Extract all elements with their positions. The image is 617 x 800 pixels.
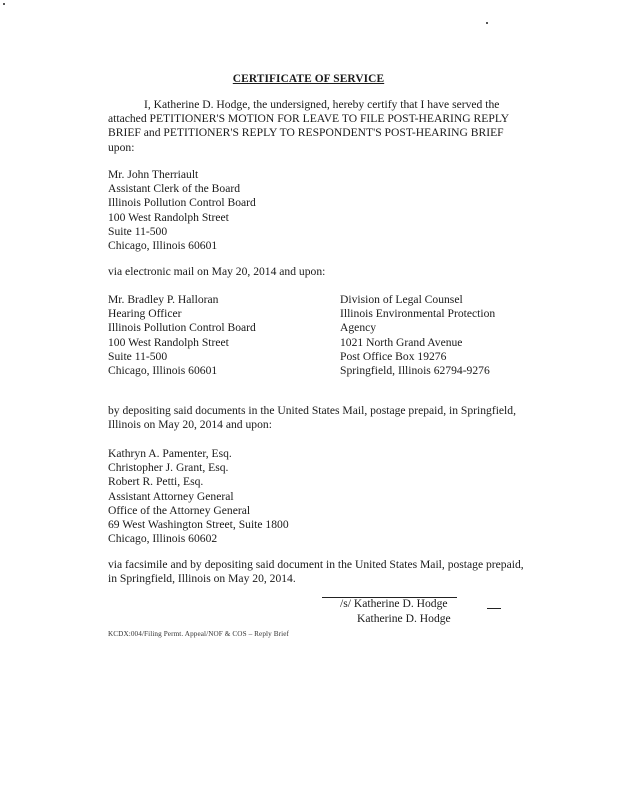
signer-name: Katherine D. Hodge	[357, 612, 451, 625]
delivery-line: Illinois on May 20, 2014 and upon:	[108, 418, 272, 432]
address-line: Hearing Officer	[108, 307, 182, 321]
scan-speck	[3, 3, 5, 5]
address-line: 69 West Washington Street, Suite 1800	[108, 518, 289, 532]
delivery-method-fax	[108, 558, 524, 586]
address-line: Chicago, Illinois 60601	[108, 364, 218, 378]
address-line: Office of the Attorney General	[108, 503, 251, 517]
address-line: Illinois Environmental Protection	[340, 307, 496, 321]
delivery-method-mail	[108, 404, 516, 432]
intro-line: BRIEF and PETITIONER'S REPLY TO RESPONDENT'S POST-HEARING BRIEF	[108, 126, 504, 140]
address-line: 100 West Randolph Street	[108, 335, 229, 349]
page-title: CERTIFICATE OF SERVICE	[232, 73, 385, 85]
address-line: Springfield, Illinois 62794-9276	[340, 364, 490, 378]
address-line: Suite 11-500	[108, 224, 168, 238]
address-line: Assistant Clerk of the Board	[108, 182, 241, 196]
address-line: 100 West Randolph Street	[108, 210, 229, 224]
recipient-clerk-address	[108, 168, 256, 253]
recipient-legal-counsel-address	[340, 293, 495, 378]
address-line: Kathryn A. Pamenter, Esq.	[108, 447, 232, 460]
address-line: Agency	[340, 321, 377, 335]
recipient-hearing-officer-address	[108, 293, 256, 378]
address-line: 1021 North Grand Avenue	[340, 335, 463, 349]
address-line: Chicago, Illinois 60602	[108, 532, 218, 546]
delivery-method-email: via electronic mail on May 20, 2014 and upon:	[108, 265, 326, 278]
delivery-line: in Springfield, Illinois on May 20, 2014.	[108, 572, 296, 586]
address-line: Mr. John Therriault	[108, 168, 199, 181]
delivery-line: by depositing said documents in the United States Mail, postage prepaid, in Springfield,	[108, 404, 516, 417]
address-line: Chicago, Illinois 60601	[108, 239, 218, 253]
address-line: Suite 11-500	[108, 349, 168, 363]
electronic-signature: /s/ Katherine D. Hodge	[340, 597, 448, 610]
scan-speck	[486, 22, 488, 24]
address-line: Christopher J. Grant, Esq.	[108, 461, 229, 475]
intro-line: I, Katherine D. Hodge, the undersigned, hereby certify that I have served the	[144, 98, 500, 111]
intro-paragraph	[108, 98, 528, 155]
document-footer: KCDX:004/Filing Permt. Appeal/NOF & COS – Reply Brief	[108, 630, 289, 638]
intro-line: attached PETITIONER'S MOTION FOR LEAVE TO FILE POST-HEARING REPLY	[108, 112, 510, 126]
signature-dash	[487, 608, 501, 609]
address-line: Robert R. Petti, Esq.	[108, 475, 204, 489]
address-line: Division of Legal Counsel	[340, 293, 463, 306]
recipient-attorney-general-address	[108, 447, 289, 546]
address-line: Post Office Box 19276	[340, 349, 447, 363]
address-line: Illinois Pollution Control Board	[108, 196, 256, 210]
address-line: Illinois Pollution Control Board	[108, 321, 256, 335]
address-line: Assistant Attorney General	[108, 489, 234, 503]
intro-line: upon:	[108, 140, 135, 154]
delivery-line: via facsimile and by depositing said document in the United States Mail, postage prepaid,	[108, 558, 524, 571]
address-line: Mr. Bradley P. Halloran	[108, 293, 219, 306]
